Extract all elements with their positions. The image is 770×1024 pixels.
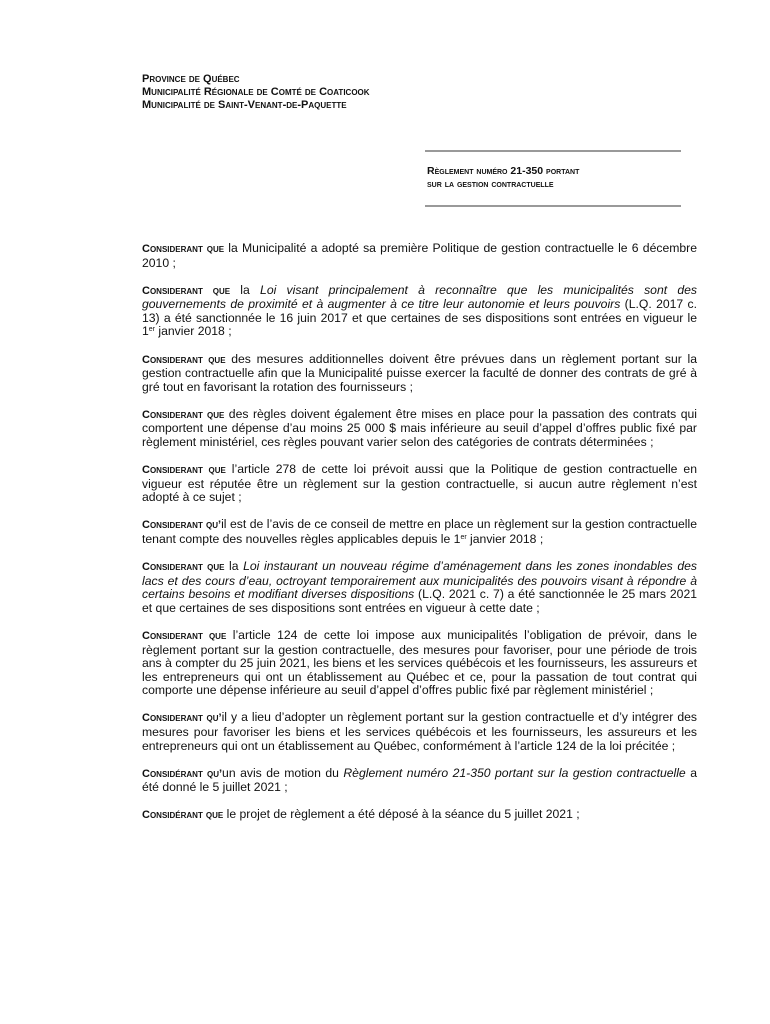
document-header	[142, 73, 370, 112]
considerant-paragraph	[142, 353, 697, 395]
considerant-paragraph	[142, 711, 697, 753]
regulation-title	[427, 165, 681, 191]
considerant-paragraph	[142, 560, 697, 615]
title-line-1: Règlement numéro 21-350 portant	[427, 165, 580, 177]
preamble-body	[142, 242, 697, 837]
considerant-keyword: Considérant qu’	[142, 767, 223, 780]
regulation-title-block	[425, 150, 681, 207]
paragraph-text: a été donné le 5 juillet 2021 ;	[142, 765, 697, 795]
considerant-paragraph	[142, 518, 697, 546]
paragraph-text: il y a lieu d’adopter un règlement portant sur la gestion contractuelle et d’y intégrer des mesures pour favoriser les biens et les services québécois et les fournisseurs, les assureurs et les entrepreneurs qui ont un établissement au Québec, conformément à l’article 124 de la loi précitée ;	[142, 710, 697, 753]
considerant-paragraph	[142, 463, 697, 505]
paragraph-text: un avis de motion du	[222, 765, 344, 780]
header-province: Province de Québec	[142, 73, 240, 85]
considerant-keyword: Considerant qu’	[142, 712, 222, 725]
considerant-paragraph	[142, 808, 697, 823]
considerant-paragraph	[142, 408, 697, 450]
paragraph-text: (L.Q. 2017 c. 13) a été sanctionnée le 16 juin 2017 et que certaines de ses dispositions sont entrées en vigueur le 1	[142, 297, 697, 339]
paragraph-text: la Municipalité a adopté sa première Politique de gestion contractuelle le 6 décembre 2010 ;	[142, 241, 698, 270]
considerant-keyword: Considerant que	[142, 243, 225, 255]
law-title-italic: Règlement numéro 21-350 portant sur la gestion contractuelle	[343, 765, 686, 780]
considerant-keyword: Considerant que	[142, 629, 227, 642]
ordinal-superscript: er	[460, 534, 467, 541]
considerant-keyword: Considerant que	[142, 353, 226, 366]
considerant-keyword: Considerant que	[142, 561, 225, 574]
title-top-rule	[425, 150, 681, 152]
paragraph-text: janvier 2018 ;	[155, 324, 232, 339]
paragraph-text: l’article 278 de cette loi prévoit aussi que la Politique de gestion contractuelle en vigueur est réputée être un règlement sur la gestion contractuelle, si aucun autre règlement n’est adopté à ce sujet ;	[142, 462, 697, 505]
law-title-italic: Loi visant principalement à reconnaître que les municipalités sont des gouvernements de proximité et à augmenter à ce titre leur autonomie et leurs pouvoirs	[142, 282, 697, 312]
header-mrc: Municipalité Régionale de Comté de Coaticook	[142, 86, 370, 98]
considerant-paragraph	[142, 284, 697, 339]
considerant-paragraph	[142, 242, 697, 270]
paragraph-text: l’article 124 de cette loi impose aux municipalités l’obligation de prévoir, dans le règlement portant sur la gestion contractuelle, des mesures pour favoriser, pour une période de trois ans à compter du 25 juin 2021, les biens et les services québécois et les fournisseurs, les assureurs et les entrepreneurs qui ont un établissement au Québec et ce, pour la passation de tout contrat qui comporte une dépense inférieure au seuil d’appel d’offres public fixé par règlement ministériel ;	[142, 627, 697, 698]
considerant-keyword: Considerant qu’	[142, 519, 222, 532]
paragraph-text: il est de l’avis de ce conseil de mettre en place un règlement sur la gestion contractuelle tenant compte des nouvelles règles applicables depuis le 1	[142, 517, 698, 546]
title-bottom-rule	[425, 205, 681, 207]
header-municipality: Municipalité de Saint-Venant-de-Paquette	[142, 99, 347, 111]
ordinal-superscript: er	[148, 326, 156, 334]
paragraph-text: le projet de règlement a été déposé à la séance du 5 juillet 2021 ;	[223, 807, 580, 822]
paragraph-text: des règles doivent également être mises en place pour la passation des contrats qui comportent une dépense d’au moins 25 000 $ mais inférieure au seuil d’appel d’offres public fixé par règlement ministériel, ces règles pouvant varier selon des catégories de contrats déterminées ;	[142, 406, 697, 450]
title-line-2: sur la gestion contractuelle	[427, 178, 554, 190]
paragraph-text: janvier 2018 ;	[466, 532, 544, 546]
considerant-keyword: Considerant que	[142, 464, 226, 477]
considerant-paragraph	[142, 629, 697, 698]
considerant-paragraph	[142, 767, 697, 795]
law-title-italic: Loi instaurant un nouveau régime d’aménagement dans les zones inondables des lacs et des cours d’eau, octroyant temporairement aux municipalités des pouvoirs visant à répondre à certains besoins et modifiant diverses dispositions	[142, 559, 697, 602]
considerant-keyword: Considérant que	[142, 809, 224, 822]
paragraph-text: la	[224, 559, 244, 574]
paragraph-text: la	[230, 282, 261, 297]
paragraph-text: des mesures additionnelles doivent être prévues dans un règlement portant sur la gestion contractuelle afin que la Municipalité puisse exercer la faculté de donner des contrats de gré à gré tout en favorisant la rotation des fournisseurs ;	[142, 351, 698, 394]
considerant-keyword: Considerant que	[142, 284, 231, 297]
considerant-keyword: Considerant que	[142, 408, 225, 421]
paragraph-text: (L.Q. 2021 c. 7) a été sanctionnée le 25 mars 2021 et que certaines de ses dispositions sont entrées en vigueur à cette date ;	[142, 587, 697, 615]
